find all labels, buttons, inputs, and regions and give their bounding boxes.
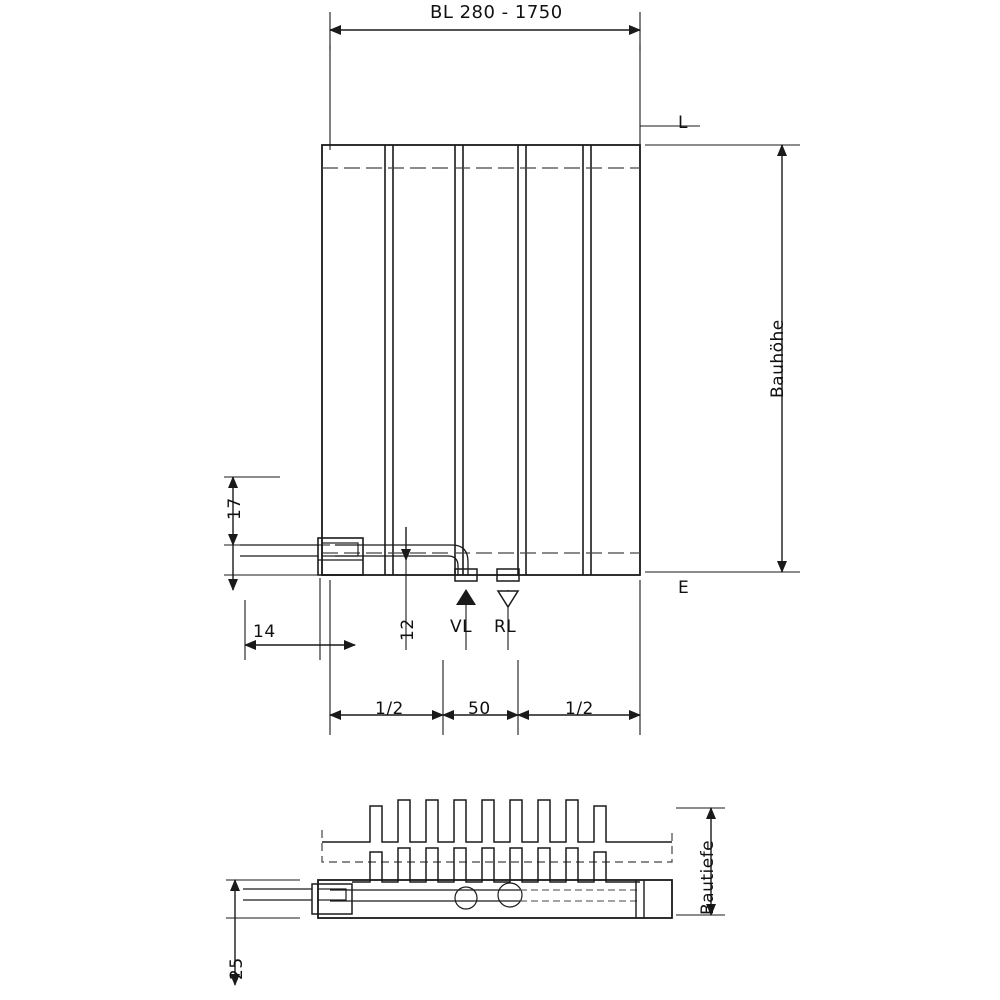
- dim-17: [224, 477, 330, 590]
- dim-17-label: 17: [225, 497, 245, 520]
- side-end-cap: [636, 880, 644, 918]
- upper-fin-comb: [322, 800, 672, 842]
- marker-e-label: E: [678, 578, 690, 598]
- left-connection-stub: [240, 545, 318, 556]
- dim-14: [245, 578, 355, 660]
- vl-label: VL: [450, 617, 473, 637]
- bottom-dim-50-label: 50: [468, 699, 491, 719]
- marker-l-label: L: [678, 113, 688, 133]
- side-view-group: [226, 800, 725, 985]
- side-left-stub: [243, 889, 312, 900]
- side-internal-dashed: [520, 890, 640, 901]
- top-dimension-label: BL 280 - 1750: [430, 2, 563, 23]
- dim-14-label: 14: [253, 622, 276, 642]
- bottom-dim-half-right-label: 1/2: [565, 699, 594, 719]
- lower-fin-comb: [352, 848, 640, 882]
- bautiefe-label: Bautiefe: [698, 839, 718, 915]
- rl-label: RL: [494, 617, 517, 637]
- rl-symbol: [498, 591, 518, 607]
- bauhoehe-label: Bauhöhe: [768, 319, 788, 398]
- side-body-bar: [318, 880, 672, 918]
- radiator-panel-outline: [322, 145, 640, 575]
- bottom-dim-half-left-label: 1/2: [375, 699, 404, 719]
- convector-outline: [322, 830, 672, 862]
- side-internal-pipes: [330, 883, 522, 909]
- vl-symbol: [456, 589, 476, 605]
- panel-fins: [385, 145, 591, 575]
- dim-12-label: 12: [398, 618, 418, 641]
- dim-25-label: 25: [227, 957, 247, 980]
